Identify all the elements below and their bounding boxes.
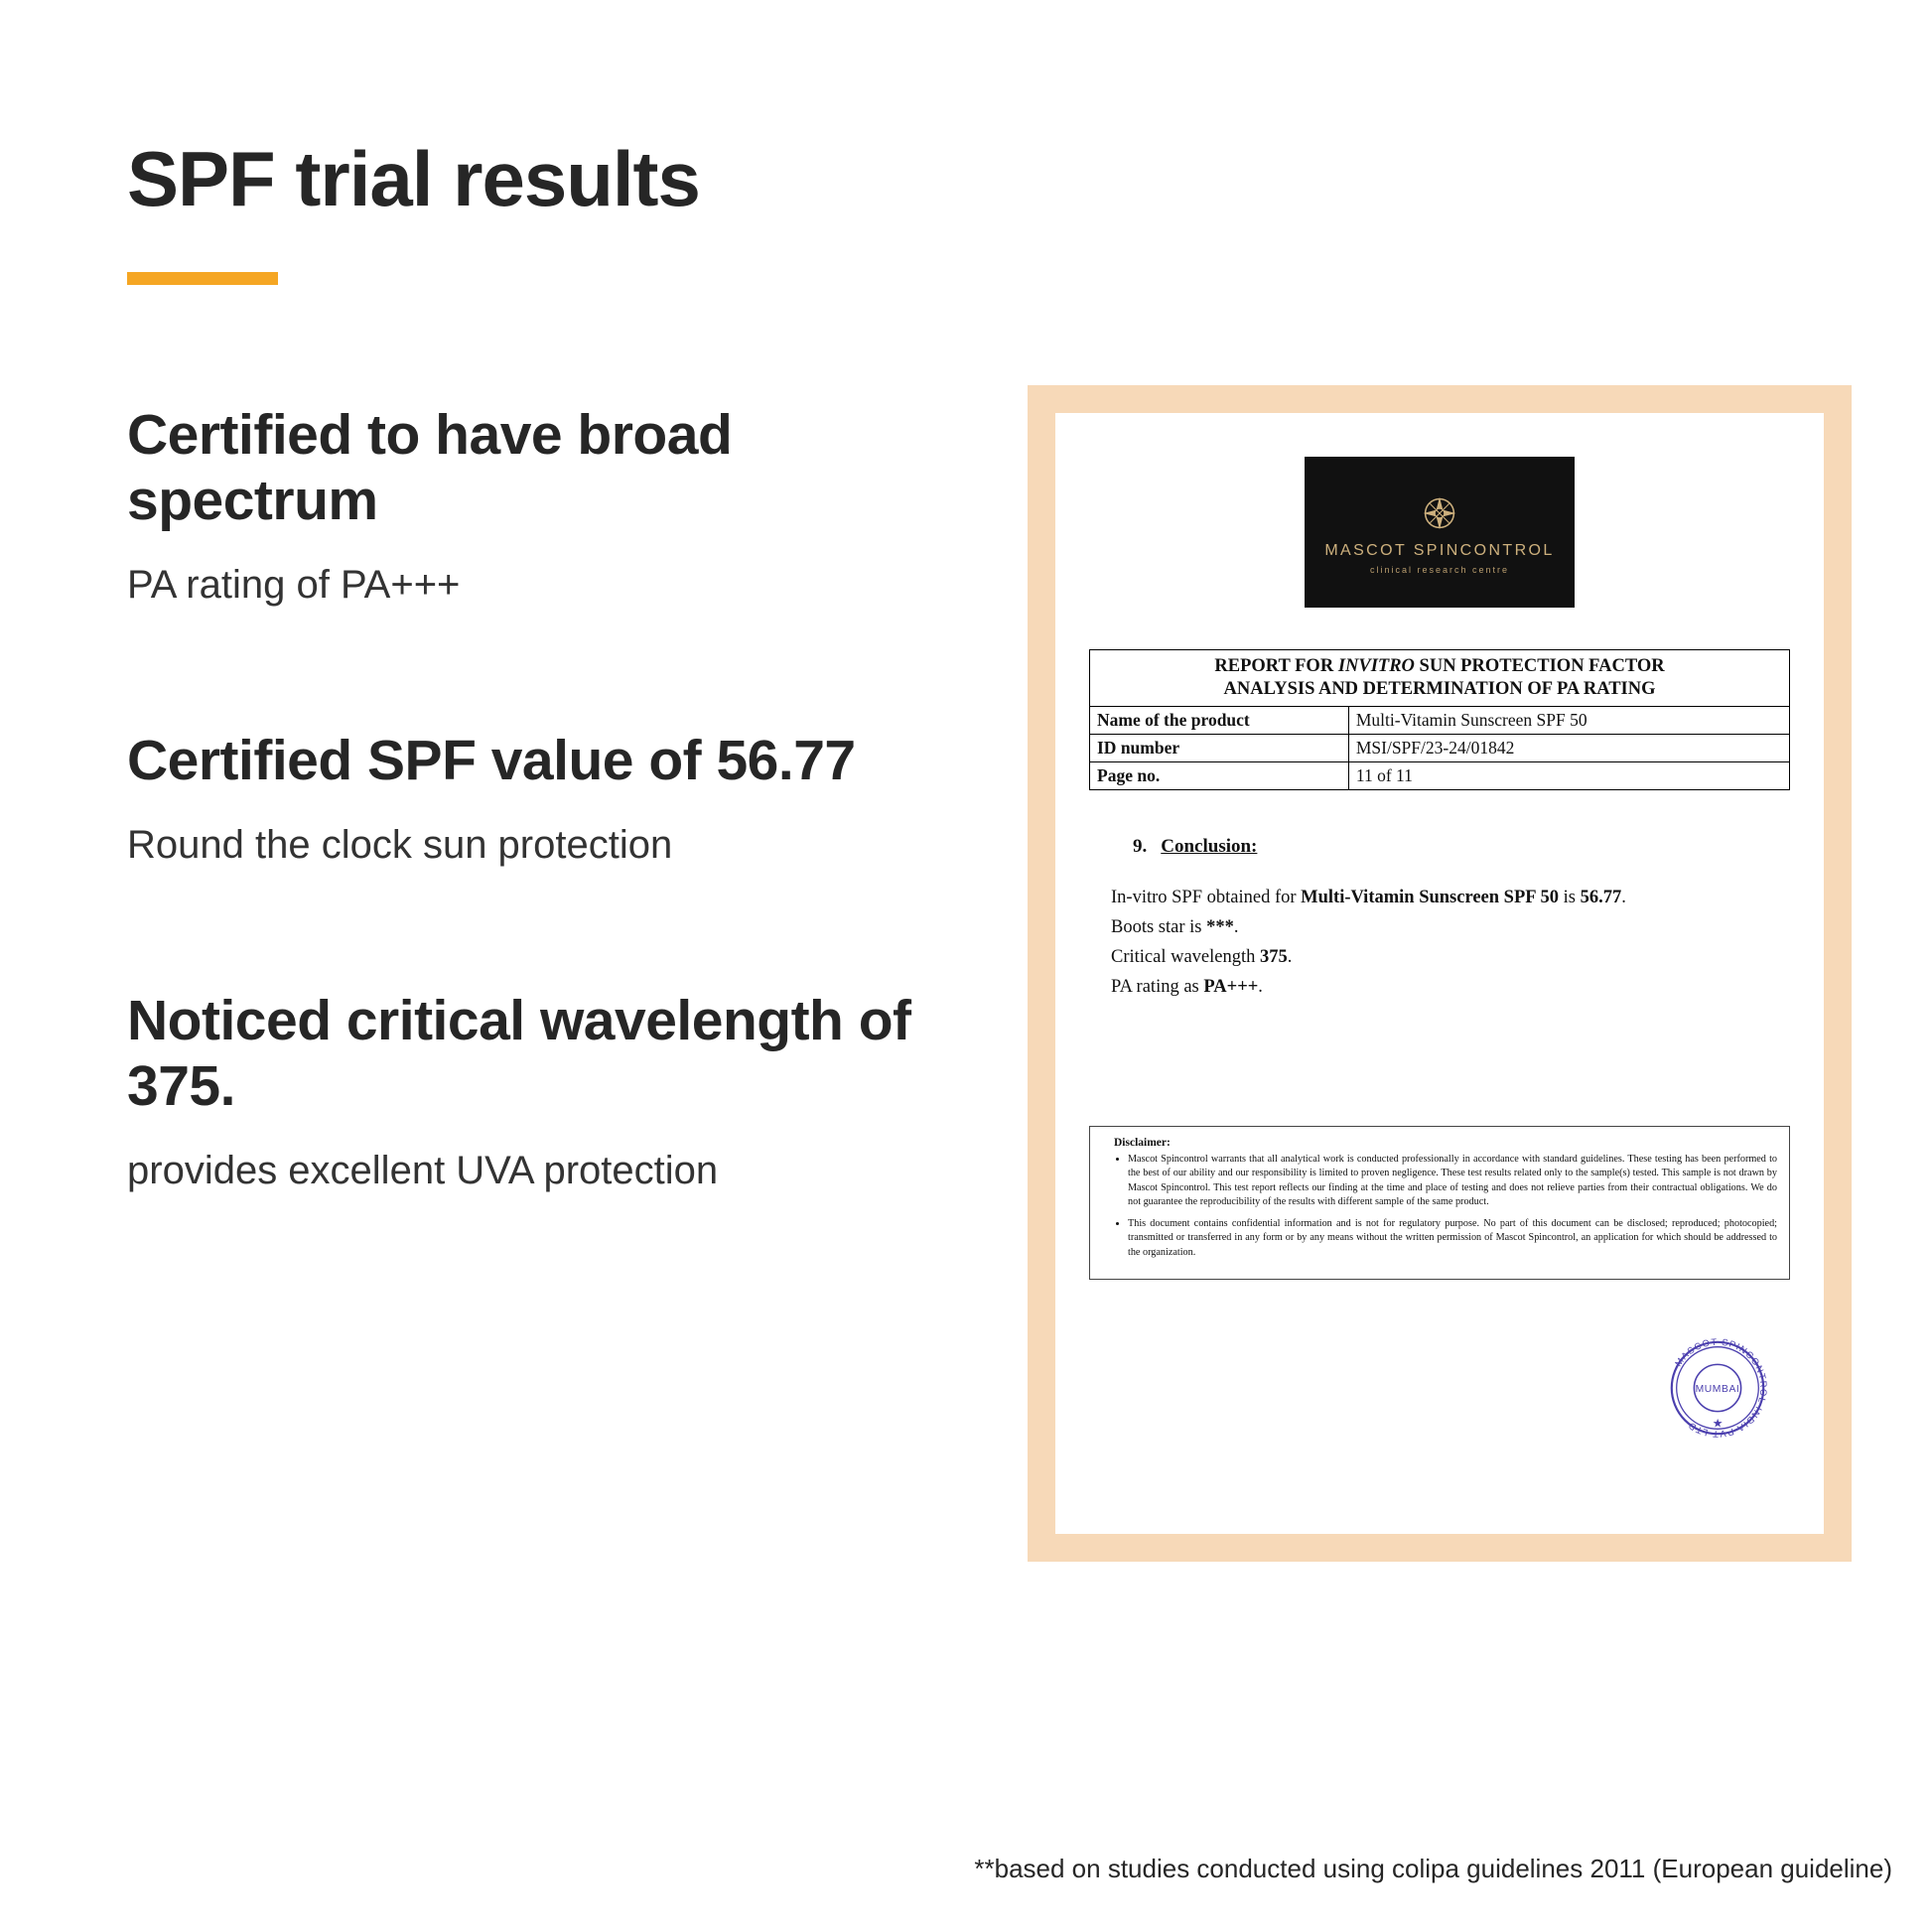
list-item: • This document contains confidential information and is not for regulatory purpose. No part of this document can be disclosed; reproduced; photocopied; transmitted or transferred in any form or by any means without the written permission of Mascot Spincontrol, an application for which should be addressed to the organization. — [1128, 1217, 1777, 1260]
row-value-product: Multi-Vitamin Sunscreen SPF 50 — [1348, 707, 1789, 735]
conclusion-pa-rating-value: PA+++ — [1203, 977, 1259, 998]
compass-star-icon — [1417, 490, 1462, 536]
feature-subtext: PA rating of PA+++ — [127, 563, 461, 608]
conclusion-line2-c: . — [1233, 917, 1239, 938]
feature-subtext: Round the clock sun protection — [127, 823, 673, 868]
conclusion-label: Conclusion: — [1161, 836, 1258, 858]
table-row — [1090, 735, 1790, 762]
stamp-center-text: MUMBAI — [1695, 1383, 1740, 1395]
disclaimer-list — [1102, 1153, 1777, 1260]
official-stamp-icon — [1659, 1329, 1776, 1447]
conclusion-line4-a: PA rating as — [1111, 977, 1204, 998]
page-title: SPF trial results — [127, 135, 700, 222]
row-key-id: ID number — [1090, 735, 1349, 762]
title-underline-rule — [127, 272, 278, 285]
conclusion-line-boots-star — [1111, 913, 1790, 943]
report-title-part-a: REPORT FOR — [1214, 656, 1338, 676]
feature-heading: Certified to have broad spectrum — [127, 402, 733, 532]
conclusion-line-critical-wavelength — [1111, 943, 1790, 973]
report-title-line2: ANALYSIS AND DETERMINATION OF PA RATING — [1223, 679, 1656, 700]
certificate-frame — [1028, 385, 1852, 1562]
table-row — [1090, 650, 1790, 707]
disclaimer-title: Disclaimer: — [1114, 1137, 1171, 1149]
report-title-invitro: INVITRO — [1337, 656, 1415, 676]
conclusion-line2-a: Boots star is — [1111, 917, 1207, 938]
conclusion-line-spf — [1111, 884, 1790, 913]
conclusion-line3-a: Critical wavelength — [1111, 947, 1261, 968]
feature-heading: Certified SPF value of 56.77 — [127, 729, 856, 793]
conclusion-heading — [1133, 836, 1790, 858]
conclusion-number: 9. — [1133, 836, 1148, 858]
mascot-spincontrol-logo — [1305, 457, 1575, 608]
conclusion-boots-star-value: *** — [1206, 917, 1234, 938]
row-key-page: Page no. — [1090, 762, 1349, 790]
table-row — [1090, 707, 1790, 735]
conclusion-line1-a: In-vitro SPF obtained for — [1111, 888, 1302, 908]
stamp-outer-text: MASCOT SPINCONTROL INDIA PVT LTD — [1673, 1336, 1769, 1440]
conclusion-line1-c: is — [1559, 888, 1581, 908]
logo-name: MASCOT SPINCONTROL — [1324, 541, 1555, 559]
row-value-page: 11 of 11 — [1348, 762, 1789, 790]
feature-heading: Noticed critical wavelength of 375. — [127, 989, 911, 1119]
logo-tagline: clinical research centre — [1369, 564, 1510, 575]
table-row — [1090, 762, 1790, 790]
certificate-page — [1055, 413, 1824, 1534]
feature-subtext: provides excellent UVA protection — [127, 1149, 719, 1193]
feature-block-2 — [127, 728, 1001, 871]
report-title-part-c: SUN PROTECTION FACTOR — [1414, 656, 1665, 676]
feature-block-3 — [127, 988, 1001, 1196]
conclusion-body — [1111, 884, 1790, 1003]
list-item: • Mascot Spincontrol warrants that all analytical work is conducted professionally in accordance with standard guidelines. These testing has been performed to the best of our ability and our responsibility is limited to proven negligence. These test results related only to the sample(s) tested. This sample is not drawn by Mascot Spincontrol. This test report reflects our finding at the time and place of testing and does not relieve parties from their contractual obligations. We do not guarantee the reproducibility of the results with different sample of the same product. — [1128, 1153, 1777, 1210]
conclusion-line-pa-rating — [1111, 973, 1790, 1003]
conclusion-line1-e: . — [1621, 888, 1626, 908]
conclusion-spf-value: 56.77 — [1580, 888, 1622, 908]
svg-text:★: ★ — [1712, 1416, 1724, 1431]
conclusion-line4-c: . — [1258, 977, 1263, 998]
report-header-table — [1089, 649, 1790, 790]
conclusion-wavelength-value: 375 — [1260, 947, 1288, 968]
row-value-id: MSI/SPF/23-24/01842 — [1348, 735, 1789, 762]
row-key-product: Name of the product — [1090, 707, 1349, 735]
left-content-column — [127, 135, 1001, 1196]
disclaimer-box — [1089, 1126, 1790, 1280]
report-title-cell — [1090, 650, 1790, 707]
footnote-text: **based on studies conducted using colipa guidelines 2011 (European guideline) — [974, 1854, 1892, 1883]
conclusion-product-name: Multi-Vitamin Sunscreen SPF 50 — [1301, 888, 1560, 908]
conclusion-line3-c: . — [1287, 947, 1293, 968]
feature-block-1 — [127, 402, 1001, 611]
